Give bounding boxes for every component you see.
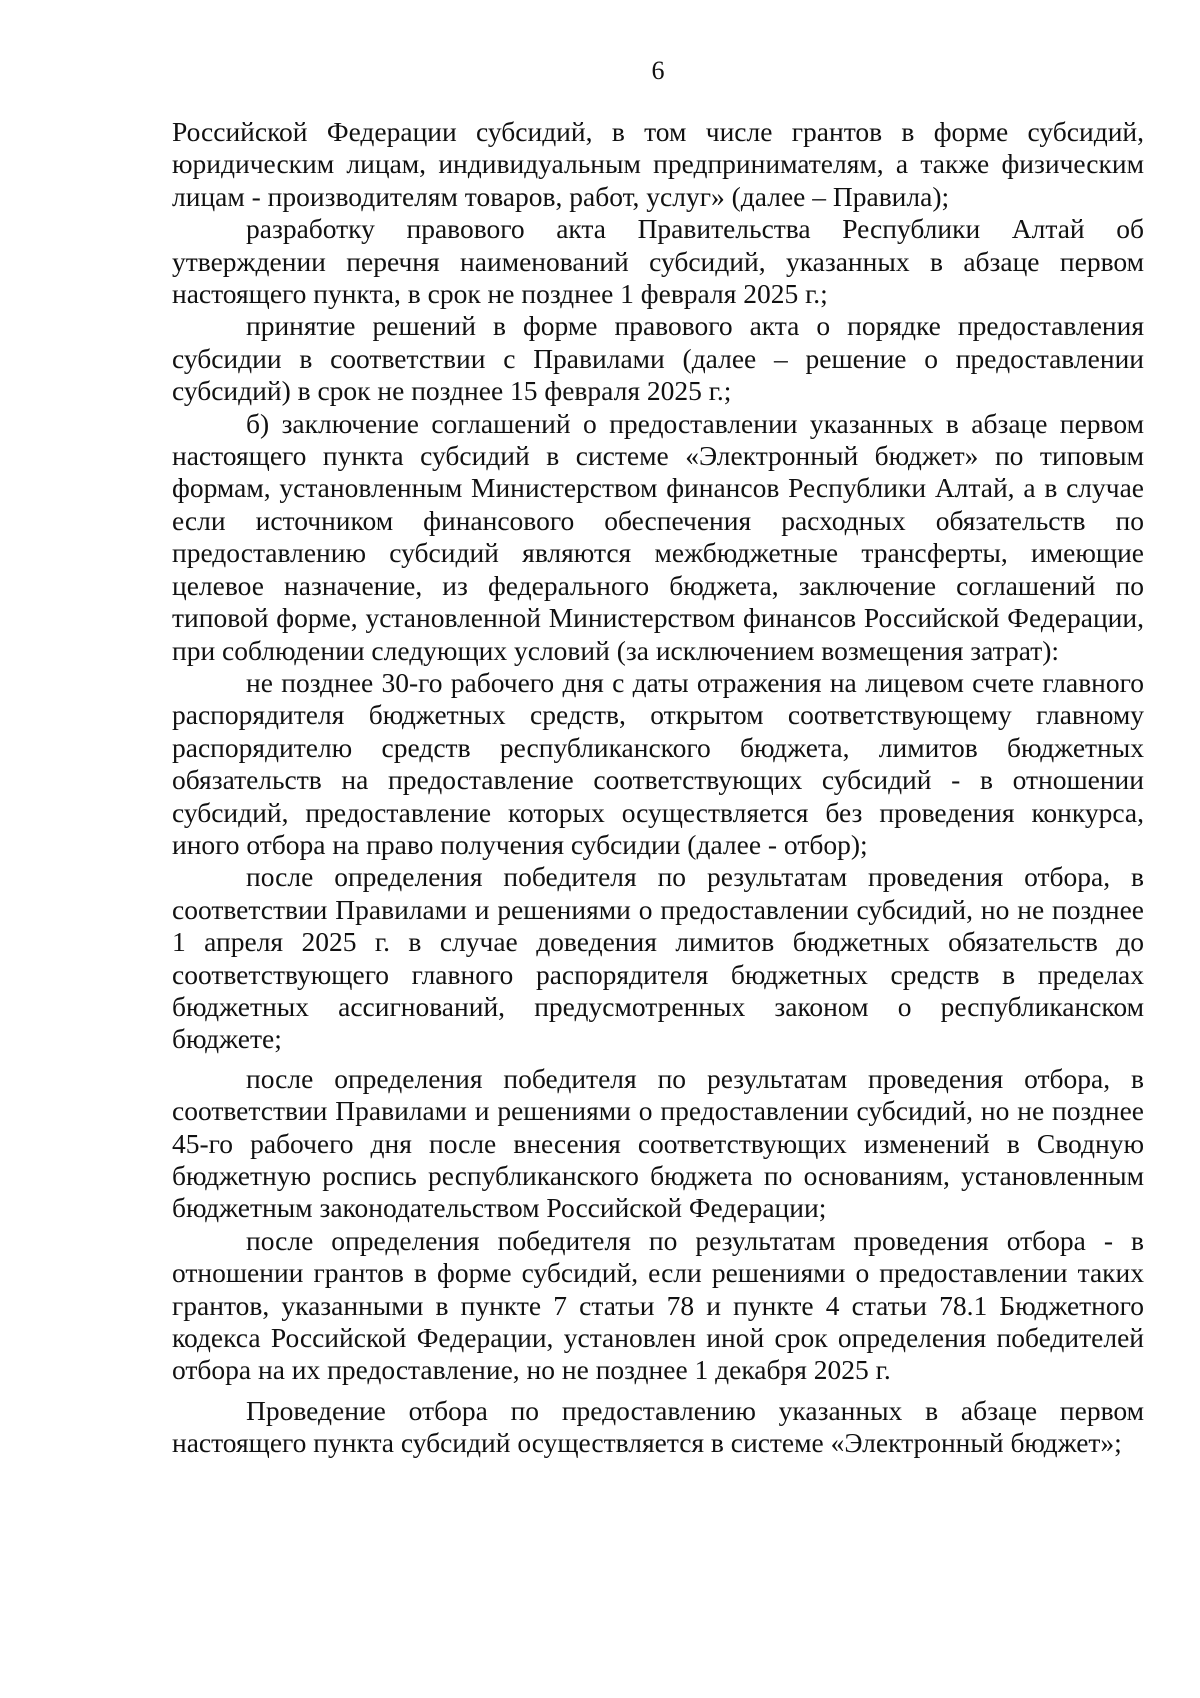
paragraph-condition-45-days: после определения победителя по результатам проведения отбора, в соответствии Правилами и решениями о предоставлении субсидий, но не позднее 45-го рабочего дня после внесения соответствующих изменений в Сводную бюджетную роспись республиканского бюджета по основаниям, установленным бюджетным законодательством Российской Федерации; (172, 1062, 1144, 1224)
paragraph-condition-30-days: не позднее 30-го рабочего дня с даты отражения на лицевом счете главного распорядителя бюджетных средств, открытом соответствующему главному распорядителю средств республиканского бюджета, лимитов бюджетных обязательств на предоставление соответствующих субсидий - в отношении субсидий, предоставление которых осуществляется без проведения конкурса, иного отбора на право получения субсидии (далее - отбор); (172, 666, 1144, 860)
paragraph-condition-grants: после определения победителя по результатам проведения отбора - в отношении грантов в форме субсидий, если решениями о предоставлении таких грантов, указанными в пункте 7 статьи 78 и пункте 4 статьи 78.1 Бюджетного кодекса Российской Федерации, установлен иной срок определения победителей отбора на их предоставление, но не позднее 1 декабря 2025 г. (172, 1224, 1144, 1386)
document-body (172, 116, 1144, 1460)
paragraph-decision-adoption: принятие решений в форме правового акта о порядке предоставления субсидии в соответствии с Правилами (далее – решение о предоставлении субсидий) в срок не позднее 15 февраля 2025 г.; (172, 310, 1144, 407)
paragraph-agreements-conclusion: б) заключение соглашений о предоставлении указанных в абзаце первом настоящего пункта субсидий в системе «Электронный бюджет» по типовым формам, установленным Министерством финансов Республики Алтай, а в случае если источником финансового обеспечения расходных обязательств по предоставлению субсидий являются межбюджетные трансферты, имеющие целевое назначение, из федерального бюджета, заключение соглашений по типовой форме, установленной Министерством финансов Российской Федерации, при соблюдении следующих условий (за исключением возмещения затрат): (172, 407, 1144, 666)
page-number: 6 (651, 56, 665, 85)
paragraph-legal-act-development: разработку правового акта Правительства Республики Алтай об утверждении перечня наименований субсидий, указанных в абзаце первом настоящего пункта, в срок не позднее 1 февраля 2025 г.; (172, 213, 1144, 310)
paragraph-condition-april: после определения победителя по результатам проведения отбора, в соответствии Правилами и решениями о предоставлении субсидий, но не позднее 1 апреля 2025 г. в случае доведения лимитов бюджетных обязательств до соответствующего главного распорядителя бюджетных средств в пределах бюджетных ассигнований, предусмотренных законом о республиканском бюджете; (172, 861, 1144, 1055)
paragraph-rules-definition: Российской Федерации субсидий, в том числе грантов в форме субсидий, юридическим лицам, индивидуальным предпринимателям, а также физическим лицам - производителям товаров, работ, услуг» (далее – Правила); (172, 116, 1144, 212)
paragraph-selection-system: Проведение отбора по предоставлению указанных в абзаце первом настоящего пункта субсидий осуществляется в системе «Электронный бюджет»; (172, 1394, 1144, 1459)
